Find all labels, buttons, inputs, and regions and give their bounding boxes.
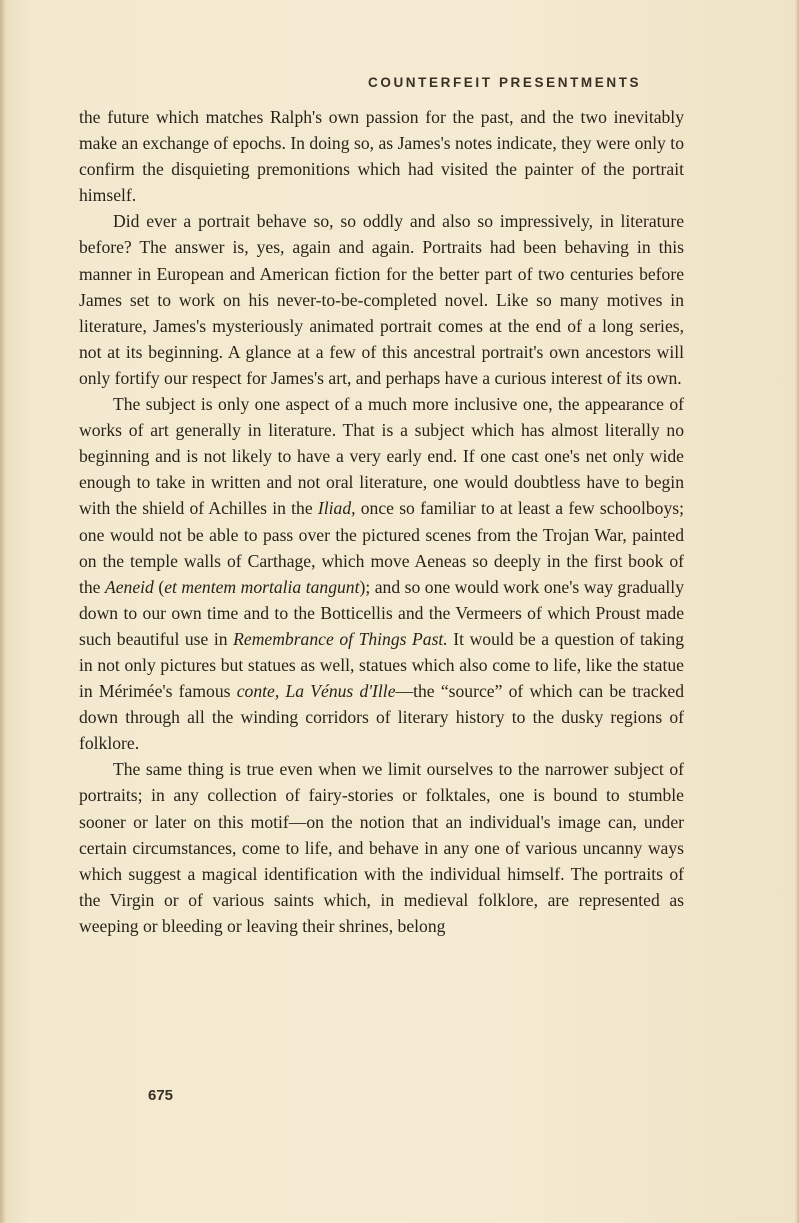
page-number: 675 [148, 1087, 174, 1104]
title-aeneid: Aeneid [105, 576, 154, 597]
running-head: COUNTERFEIT PRESENTMENTS [368, 75, 642, 90]
paragraph-2 [79, 208, 684, 391]
paragraph-4 [79, 756, 684, 939]
page-gutter-shadow [0, 0, 6, 1223]
page-edge-shadow [795, 0, 799, 1223]
text-run: Did ever a portrait behave so, so oddly and also so impressively, in literature before? The answer is, yes, again and again. Portraits had been behaving in this manner in European and American fiction for the better part of two centuries before James set to work on his never-to-be-completed novel. Like so many motives in literature, James's mysteriously animated portrait comes at the end of a long series, not at its beginning. A glance at a few of this ancestral portrait's own ancestors will only fortify our respect for James's art, and perhaps have a curious interest of its own. [79, 211, 684, 388]
paragraph-1 [79, 104, 684, 208]
text-run: It would be a question of taking in not only pictures but statues as well, statues which also come to life, like the statue in Mérimée's famous [79, 628, 684, 702]
text-run: ( [153, 576, 165, 597]
latin-quote: et mentem mortalia tangunt [164, 576, 360, 597]
text-run: The subject is only one aspect of a much more inclusive one, the appearance of works of art generally in literature. That is a subject which has almost literally no beginning and is not likely to have a very early end. If one cast one's net only wide enough to take in written and not oral literature, one would doubtless have to begin with the shield of Achilles in the [79, 394, 684, 519]
text-run: once so familiar to at least a few schoolboys; one would not be able to pass over the pictured scenes from the Trojan War, painted on the temple walls of Carthage, which move Aeneas so deeply in the first book of the [79, 498, 684, 597]
body-text [79, 104, 684, 939]
text-run: The same thing is true even when we limit ourselves to the narrower subject of portraits; in any collection of fairy-stories or folktales, one is bound to stumble sooner or later on this motif—on the notion that an individual's image can, under certain circumstances, come to life, and behave in any one of various uncanny ways which suggest a magical identification with the individual himself. The portraits of the Virgin or of various saints which, in medieval folklore, are represented as weeping or bleeding or leaving their shrines, belong [79, 759, 684, 936]
text-run: ); and so one would work one's way gradually down to our own time and to the Botticellis and the Vermeers of which Proust made such beautiful use in [79, 576, 684, 649]
paragraph-3 [79, 391, 684, 756]
text-run: the future which matches Ralph's own passion for the past, and the two inevitably make an exchange of epochs. In doing so, as James's notes indicate, they were only to confirm the disquieting premonitions which had visited the painter of the portrait himself. [79, 107, 684, 206]
title-venus-dille: conte, La Vénus d'Ille [236, 681, 396, 702]
text-run: —the “source” of which can be tracked down through all the winding corridors of literary history to the dusky regions of folklore. [79, 681, 684, 754]
title-iliad: Iliad, [317, 498, 356, 519]
title-remembrance: Remembrance of Things Past. [233, 628, 448, 649]
